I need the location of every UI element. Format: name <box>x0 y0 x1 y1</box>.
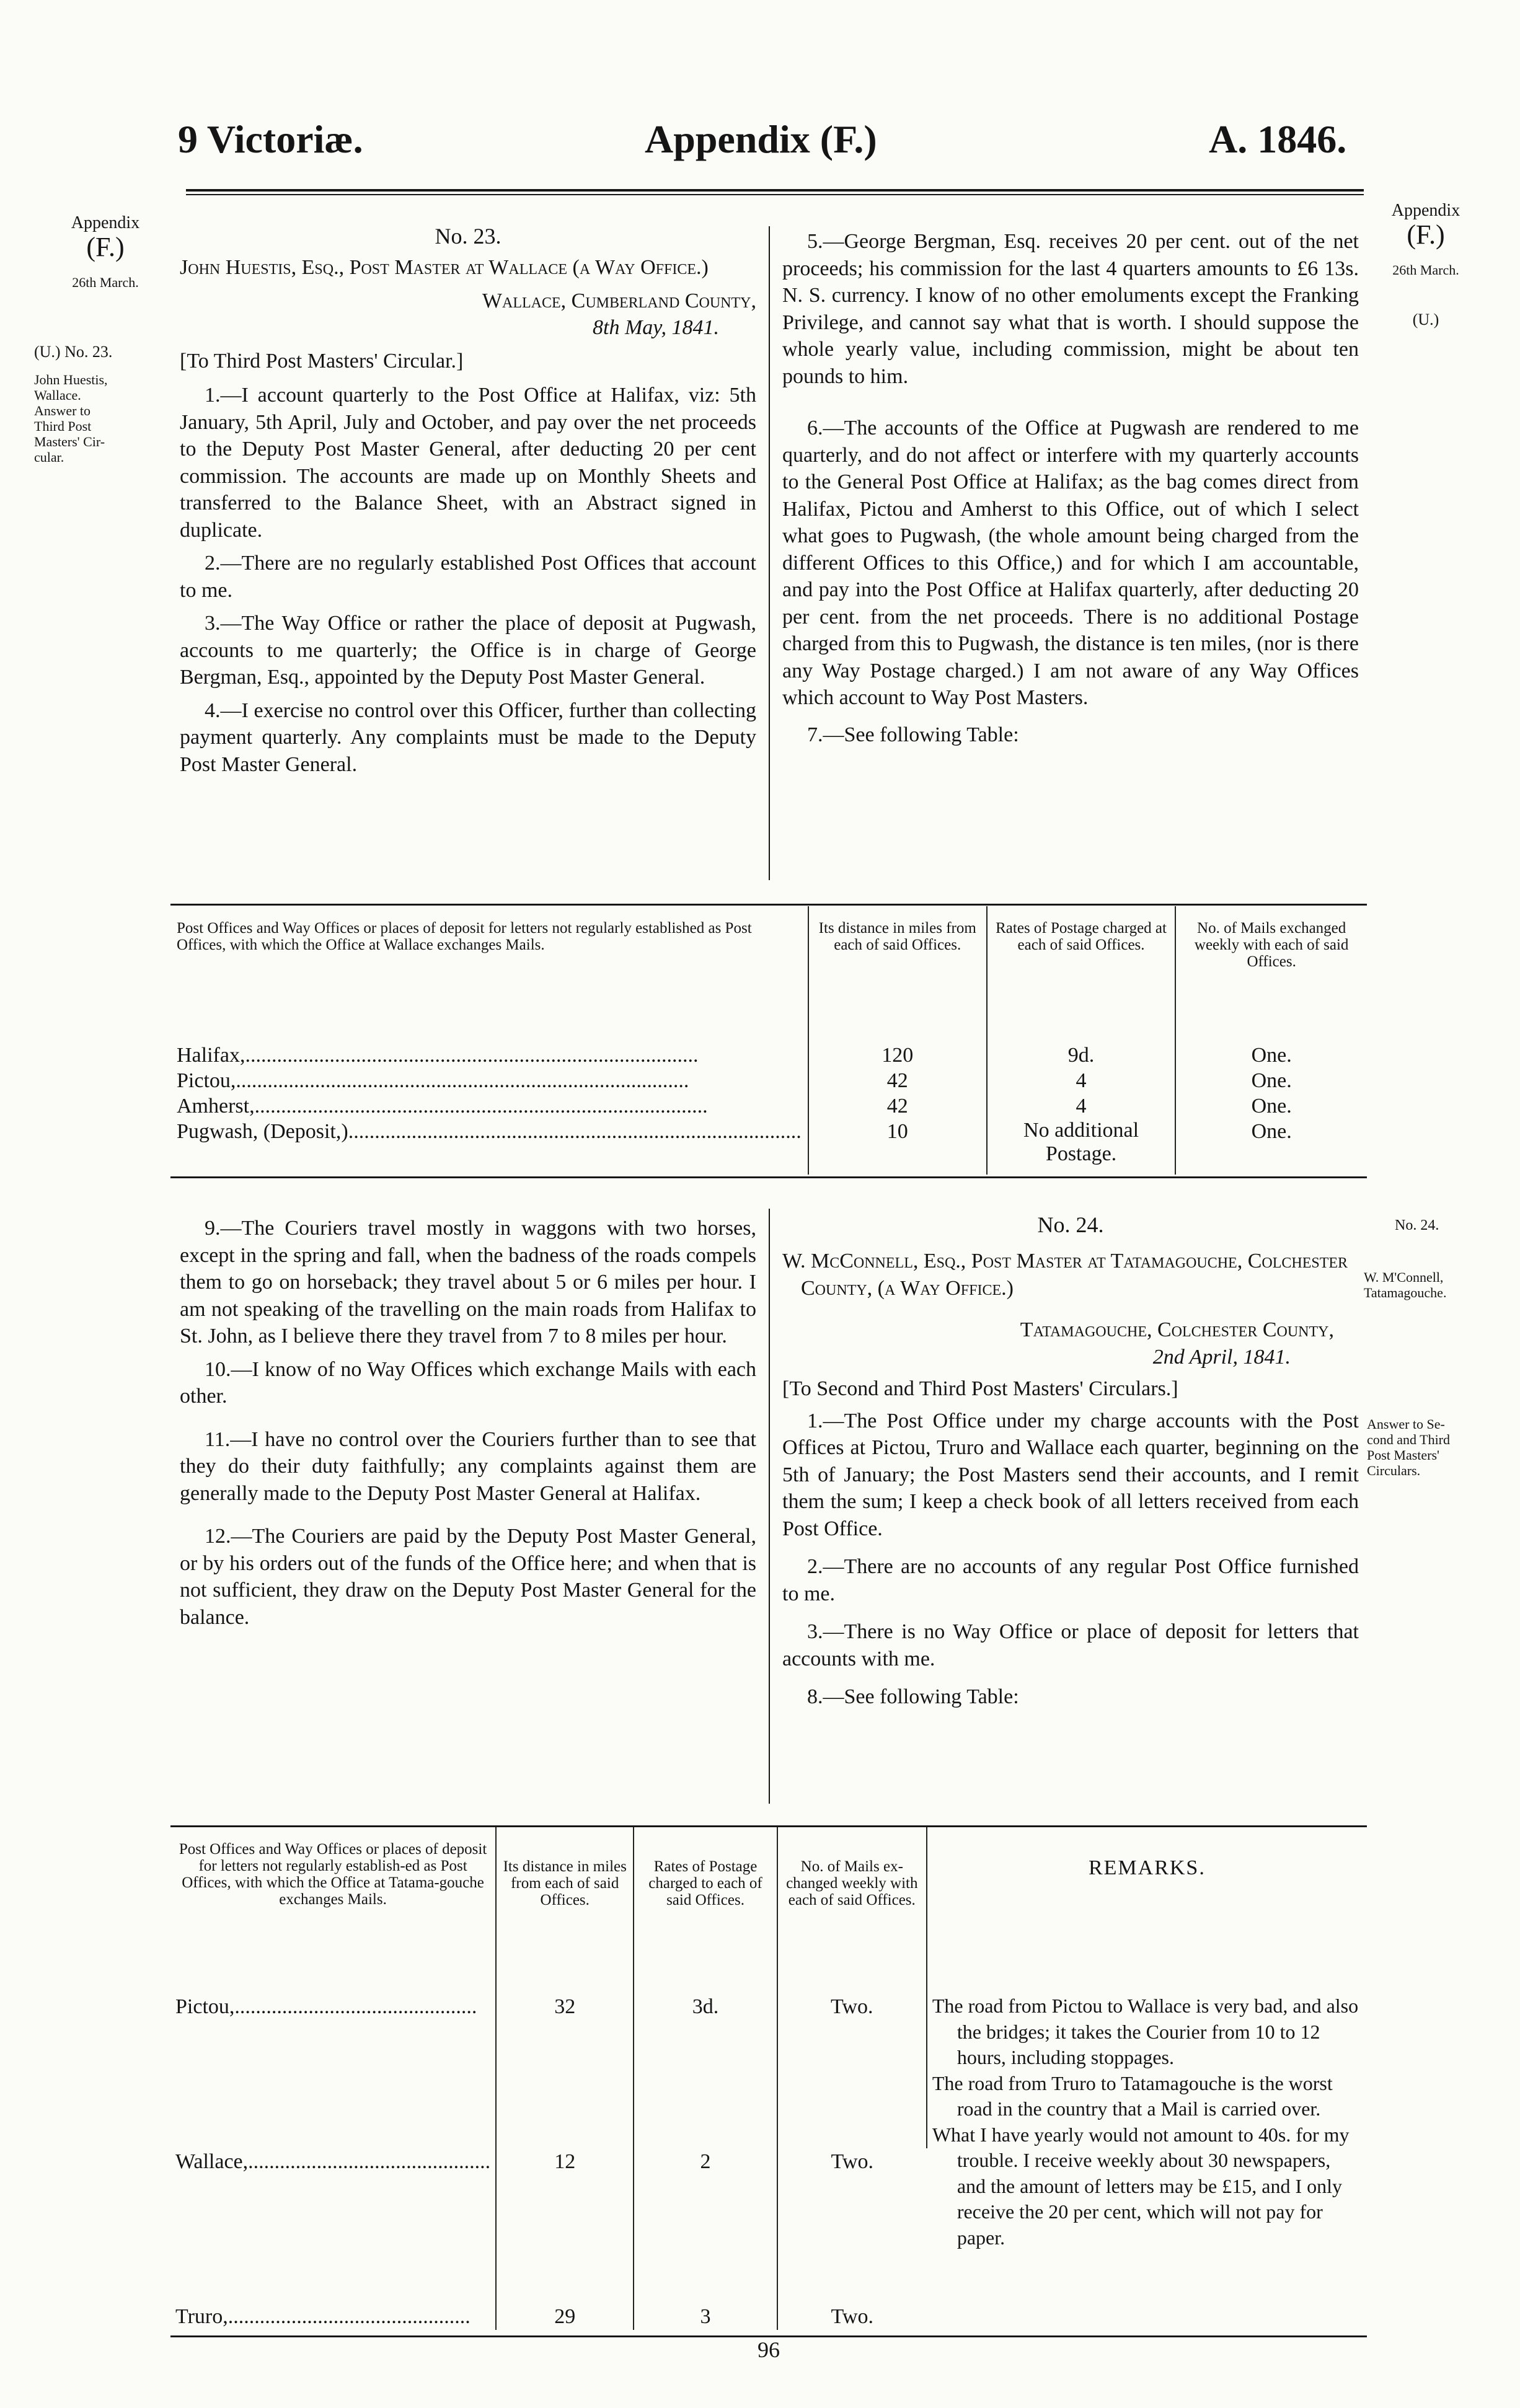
table1-header-rate: Rates of Postage charged at each of said Offices. <box>987 906 1176 1043</box>
table2-mails: Two. <box>777 1988 927 2148</box>
table2-header-mails: No. of Mails ex-changed weekly with each of said Offices. <box>777 1827 927 1988</box>
margin-appendix: Appendix <box>71 213 140 232</box>
table1-mails: One. <box>1251 1044 1292 1067</box>
no23-number: No. 23. <box>435 224 502 249</box>
margin-date: 26th March. <box>1392 262 1459 278</box>
table1-rate: 4 <box>987 1068 1176 1093</box>
margin-note-line: Third Post <box>34 418 92 434</box>
no23-para-5: 5.—George Bergman, Esq. receives 20 per cent. out of the net proceeds; his commission for the last 4 quarters amounts to £6 13s. N. S. currency. I know of no other emoluments except the Franking Privilege, and cannot say what that is worth. I should suppose the whole yearly value, including commission, might be about ten pounds to him. <box>782 230 1359 388</box>
table2-header-office: Post Offices and Way Offices or places of deposit for letters not regularly establish-ed as Post Offices, with which the Office at Tatama-gouche exchanges Mails. <box>170 1827 496 1988</box>
table1-rate: 9d. <box>987 1043 1176 1068</box>
margin-right-block <box>1364 201 1488 329</box>
no23-addressee: John Huestis, Esq., Post Master at Wallace (a Way Office.) <box>180 256 709 279</box>
table-row <box>170 1043 1367 1068</box>
no23-para-4: 4.—I exercise no control over this Officer, further than collecting payment quarterly. Any complaints must be made to the Deputy Post Master General. <box>180 699 756 776</box>
no24-column <box>782 1212 1359 1717</box>
table2-mails: Two. <box>831 2305 873 2328</box>
no23-para-10: 10.—I know of no Way Offices which exchange Mails with each other. <box>180 1357 756 1408</box>
margin-ref: (U.) No. 23. <box>34 343 113 361</box>
margin-note-line: Masters' Cir- <box>34 434 105 449</box>
no24-ref: [To Second and Third Post Masters' Circulars.] <box>782 1377 1178 1400</box>
margin-no24: No. 24. <box>1395 1217 1439 1233</box>
no23-place: Wallace, Cumberland County, <box>482 289 756 312</box>
no23-para-9: 9.—The Couriers travel mostly in waggons with two horses, except in the spring and fall, when the badness of the roads compels them to go on horseback; they travel about 5 or 6 miles per hour. I am not speaking of the travelling on the main roads from Halifax to St. John, as I believe there they travel from 7 to 8 miles per hour. <box>180 1217 756 1347</box>
no24-para-3: 3.—There is no Way Office or place of deposit for letters that accounts with me. <box>782 1620 1359 1670</box>
no23-para-12: 12.—The Couriers are paid by the Deputy Post Master General, or by his orders out of the funds of the Office here; and when that is not sufficient, they draw on the Deputy Post Master General for the balance. <box>180 1525 756 1629</box>
no23-date: 8th May, 1841. <box>593 316 719 339</box>
table1-bottom-rule <box>170 1176 1367 1178</box>
table1-mails: One. <box>1251 1120 1292 1143</box>
table2-office: Wallace,.............................................. <box>170 2148 496 2303</box>
table1-mails: One. <box>1251 1069 1292 1092</box>
no23-ref: [To Third Post Masters' Circular.] <box>180 349 464 373</box>
table1-office: Halifax,...................................................................................... <box>170 1043 808 1068</box>
lower-left-column <box>180 1215 756 1637</box>
table1-header-office: Post Offices and Way Offices or places of deposit for letters not regularly established as Post Offices, with which the Office at Wallace exchanges Mails. <box>170 906 808 1043</box>
table1-header-distance: Its distance in miles from each of said Offices. <box>808 906 987 1043</box>
no23-right-column <box>782 228 1359 754</box>
table2-office: Truro,.............................................. <box>170 2303 496 2330</box>
no24-date: 2nd April, 1841. <box>1152 1345 1291 1369</box>
header-rule-thin <box>186 194 1364 195</box>
no24-para-2: 2.—There are no accounts of any regular Post Office furnished to me. <box>782 1555 1359 1605</box>
table-row <box>170 1119 1367 1175</box>
margin-name <box>1364 1269 1506 1300</box>
table1-distance: 42 <box>808 1093 987 1119</box>
margin-answer-line: Answer to Se- <box>1367 1416 1445 1432</box>
table1-mails: One. <box>1251 1095 1292 1118</box>
no24-para-8: 8.—See following Table: <box>807 1685 1019 1708</box>
no23-para-2: 2.—There are no regularly established Post Offices that account to me. <box>180 552 756 602</box>
remark-item: The road from Pictou to Wallace is very bad, and also the bridges; it takes the Courier from 10 to 12 hours, including stoppages. <box>932 1995 1359 2068</box>
no23-para-1: 1.—I account quarterly to the Post Office at Halifax, viz: 5th January, 5th April, July and October, and pay over the net proceeds to the Deputy Post Master General, after deducting 20 per cent commission. The accounts are made up on Monthly Sheets and transferred to the Balance Sheet, with an Abstract signed in duplicate. <box>180 384 756 542</box>
table1-distance: 120 <box>808 1043 987 1068</box>
table1-office: Pictou,...................................................................................... <box>170 1068 808 1093</box>
no23-left-column <box>180 223 756 784</box>
column-divider <box>769 226 770 880</box>
margin-left-block <box>43 214 167 292</box>
margin-letter: (F.) <box>1407 219 1445 250</box>
margin-name-line: Tatamagouche. <box>1364 1285 1447 1300</box>
margin-note-line: John Huestis, <box>34 372 108 387</box>
table2-remarks <box>927 1988 1367 2330</box>
no24-para-1: 1.—The Post Office under my charge accounts with the Post Offices at Pictou, Truro and Wallace each quarter, beginning on the 5th of January; the Post Masters send their accounts, and I remit them the sum; I keep a check book of all letters received from each Post Office. <box>782 1409 1359 1540</box>
no23-para-6: 6.—The accounts of the Office at Pugwash are rendered to me quarterly, and do not affect or interfere with my quarterly accounts to the General Post Office at Halifax; as the bag comes direct from Halifax, Pictou and Amherst to this Office, out of which I select what goes to Pugwash, (the whole amount being charged from the different Offices to this Office,) and for which I am accountable, and pay into the Post Office at Halifax quarterly, after deducting 20 per cent. from the net proceeds. There is no additional Postage charged from this to Pugwash, the distance is ten miles, (nor is there any Way Postage charged.) I am not aware of any Way Offices which account to Way Post Masters. <box>782 417 1359 709</box>
table2-rate: 3 <box>634 2303 777 2330</box>
column-divider-lower <box>769 1209 770 1804</box>
margin-note <box>34 372 158 465</box>
table1 <box>170 906 1367 1175</box>
table1-distance: 10 <box>808 1119 987 1175</box>
margin-date: 26th March. <box>72 275 139 290</box>
table1-top-rule <box>170 904 1367 906</box>
margin-letter: (F.) <box>86 232 125 262</box>
table-row <box>170 1093 1367 1119</box>
remark-item: The road from Truro to Tatamagouche is the worst road in the country that a Mail is carried over. <box>932 2071 1333 2120</box>
header-left: 9 Victoriæ. <box>178 117 363 161</box>
table2-distance: 12 <box>496 2148 634 2303</box>
table2-header-distance: Its distance in miles from each of said Offices. <box>496 1827 634 1988</box>
table2-office: Pictou,.............................................. <box>170 1988 496 2148</box>
margin-answer-line: Post Masters' <box>1367 1447 1440 1463</box>
page-number: 96 <box>758 2337 780 2362</box>
margin-answer-line: cond and Third <box>1367 1432 1451 1447</box>
table1-office: Pugwash, (Deposit,)...................................................................................... <box>170 1119 808 1175</box>
table1-rate: No additional Postage. <box>987 1119 1176 1175</box>
margin-answer <box>1367 1416 1509 1478</box>
table-row <box>170 1988 1367 2148</box>
table1-header-mails: No. of Mails exchanged weekly with each of said Offices. <box>1194 920 1349 970</box>
margin-ref: (U.) <box>1412 311 1439 329</box>
table2-rate: 3d. <box>634 1988 777 2148</box>
table2-mails: Two. <box>831 2150 873 2173</box>
remark-item: What I have yearly would not amount to 40s. for my trouble. I receive weekly about 30 newspapers, and the amount of letters may be £15, and I only receive the 20 per cent, which will not pay for paper. <box>932 2123 1350 2249</box>
table2-distance: 29 <box>496 2303 634 2330</box>
header-center: Appendix (F.) <box>645 117 877 161</box>
no24-number: No. 24. <box>1037 1212 1104 1237</box>
margin-note-line: Answer to <box>34 403 91 418</box>
header-right: A. 1846. <box>1209 117 1347 161</box>
no23-para-3: 3.—The Way Office or rather the place of deposit at Pugwash, accounts to me quarterly; the Office is in charge of George Bergman, Esq., appointed by the Deputy Post Master General. <box>180 612 756 689</box>
table2 <box>170 1827 1367 2330</box>
margin-name-line: W. M'Connell, <box>1364 1269 1444 1285</box>
table1-rate: 4 <box>987 1093 1176 1119</box>
margin-appendix: Appendix <box>1391 201 1460 220</box>
table1-distance: 42 <box>808 1068 987 1093</box>
no24-addressee: W. McConnell, Esq., Post Master at Tatamagouche, Colchester County, (a Way Office.) <box>782 1250 1348 1300</box>
table-row <box>170 1068 1367 1093</box>
header-rule <box>186 189 1364 192</box>
no23-para-11: 11.—I have no control over the Couriers further than to see that they do their duty faithfully; any complaints against them are generally made to the Deputy Post Master General at Halifax. <box>180 1427 756 1505</box>
no23-para-7: 7.—See following Table: <box>807 723 1019 746</box>
margin-answer-line: Circulars. <box>1367 1463 1421 1478</box>
table2-rate: 2 <box>634 2148 777 2303</box>
table2-header-remarks: REMARKS. <box>1088 1856 1206 1879</box>
table2-distance: 32 <box>496 1988 634 2148</box>
no24-place: Tatamagouche, Colchester County, <box>1020 1318 1334 1341</box>
table2-header-rate: Rates of Postage charged to each of said Offices. <box>634 1827 777 1988</box>
margin-note-line: Wallace. <box>34 387 81 403</box>
table1-office: Amherst,...................................................................................... <box>170 1093 808 1119</box>
margin-note-line: cular. <box>34 449 64 465</box>
